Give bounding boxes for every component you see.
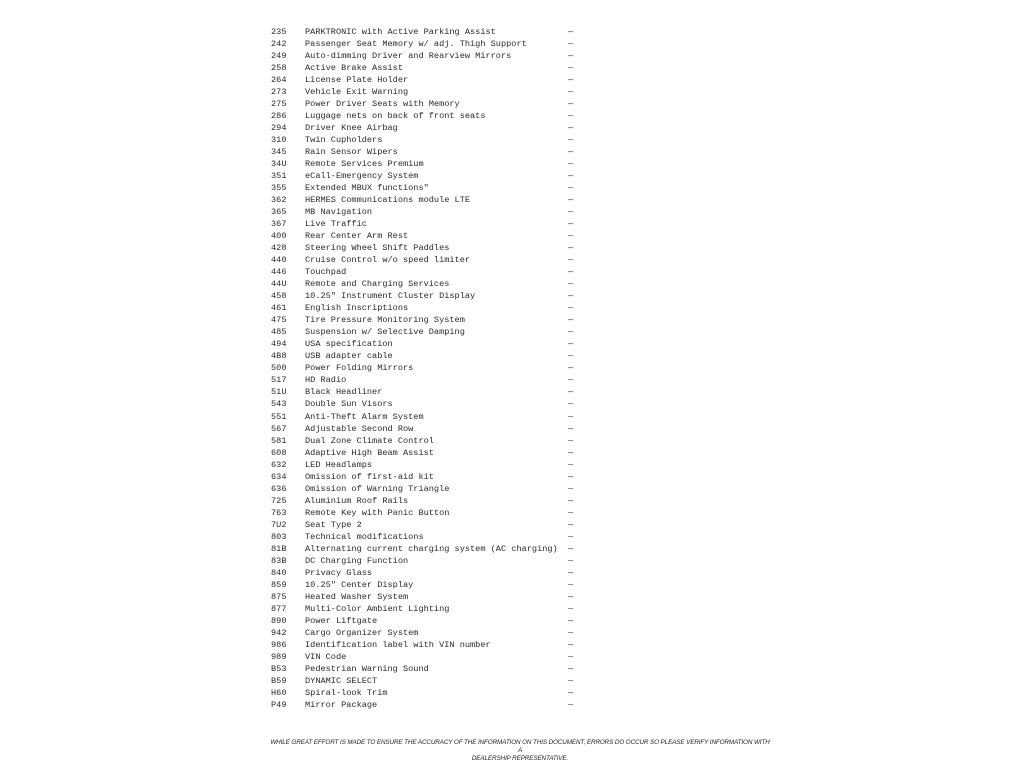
option-description: Adjustable Second Row xyxy=(305,423,414,434)
option-description: Omission of first-aid kit xyxy=(305,471,434,482)
option-description: Remote Key with Panic Button xyxy=(305,507,450,518)
option-code: 446 xyxy=(271,267,287,278)
option-price: — xyxy=(568,591,574,602)
option-price: — xyxy=(568,27,574,37)
option-code: 551 xyxy=(271,411,287,422)
option-price: — xyxy=(568,171,574,182)
option-description: LED Headlamps xyxy=(305,459,373,470)
option-price: — xyxy=(568,555,574,566)
option-code: 763 xyxy=(271,507,287,518)
option-code: 440 xyxy=(271,255,287,266)
option-price: — xyxy=(568,303,574,314)
option-description: Adaptive High Beam Assist xyxy=(305,447,434,458)
option-code: 500 xyxy=(271,363,287,374)
option-description: Extended MBUX functions" xyxy=(305,183,429,194)
option-price: — xyxy=(568,423,574,434)
option-description: Driver Knee Airbag xyxy=(305,123,398,134)
option-description: eCall-Emergency System xyxy=(305,171,419,182)
disclaimer xyxy=(270,739,770,763)
option-description: License Plate Holder xyxy=(305,75,409,86)
option-description: Cargo Organizer System xyxy=(305,627,419,638)
option-price: — xyxy=(568,675,574,686)
option-description: Seat Type 2 xyxy=(305,519,362,530)
option-price: — xyxy=(568,495,574,506)
option-description: Omission of Warning Triangle xyxy=(305,483,450,494)
option-description: USA specification xyxy=(305,339,393,350)
option-description: Alternating current charging system (AC charging) xyxy=(305,543,558,554)
option-description: 10.25" Center Display xyxy=(305,579,414,590)
option-price: — xyxy=(568,231,574,242)
option-price: — xyxy=(568,663,574,674)
option-price: — xyxy=(568,279,574,290)
option-description: PARKTRONIC with Active Parking Assist xyxy=(305,27,496,37)
option-code: 636 xyxy=(271,483,287,494)
option-description: Technical modifications xyxy=(305,531,424,542)
option-code: 875 xyxy=(271,591,287,602)
option-description: VIN Code xyxy=(305,651,347,662)
option-price: — xyxy=(568,579,574,590)
option-code: B53 xyxy=(271,663,287,674)
option-price: — xyxy=(568,435,574,446)
option-price: — xyxy=(568,123,574,134)
option-code: 485 xyxy=(271,327,287,338)
option-code: 458 xyxy=(271,291,287,302)
option-price: — xyxy=(568,159,574,170)
option-description: Live Traffic xyxy=(305,219,367,230)
option-description: 10.25" Instrument Cluster Display xyxy=(305,291,476,302)
option-code: H60 xyxy=(271,687,287,698)
option-code: 494 xyxy=(271,339,287,350)
option-price: — xyxy=(568,255,574,266)
option-code: 242 xyxy=(271,39,287,50)
option-description: MB Navigation xyxy=(305,207,373,218)
option-price: — xyxy=(568,207,574,218)
option-code: B59 xyxy=(271,675,287,686)
option-code: 81B xyxy=(271,543,287,554)
option-description: Touchpad xyxy=(305,267,347,278)
option-description: USB adapter cable xyxy=(305,351,393,362)
option-description: English Inscriptions xyxy=(305,303,409,314)
option-code: 803 xyxy=(271,531,287,542)
option-price: — xyxy=(568,339,574,350)
option-code: 567 xyxy=(271,423,287,434)
option-price: — xyxy=(568,183,574,194)
option-code: P49 xyxy=(271,699,287,710)
option-code: 608 xyxy=(271,447,287,458)
option-code: 942 xyxy=(271,627,287,638)
option-description: Privacy Glass xyxy=(305,567,373,578)
option-price: — xyxy=(568,51,574,62)
disclaimer-line-1: WHILE GREAT EFFORT IS MADE TO ENSURE THE ACCURACY OF THE INFORMATION ON THIS DOCUMENT, ERRORS DO OCCUR SO PLEASE VERIFY INFORMATION WITH A xyxy=(270,739,770,754)
option-price: — xyxy=(568,315,574,326)
option-price: — xyxy=(568,267,574,278)
option-description: Identification label with VIN number xyxy=(305,639,491,650)
option-description: Twin Cupholders xyxy=(305,135,383,146)
option-code: 428 xyxy=(271,243,287,254)
option-price: — xyxy=(568,147,574,158)
option-code: 634 xyxy=(271,471,287,482)
option-price: — xyxy=(568,483,574,494)
option-price: — xyxy=(568,111,574,122)
option-price: — xyxy=(568,699,574,710)
option-price: — xyxy=(568,687,574,698)
option-description: Rain Sensor Wipers xyxy=(305,147,398,158)
option-price: — xyxy=(568,471,574,482)
option-price: — xyxy=(568,531,574,542)
option-description: DC Charging Function xyxy=(305,555,409,566)
option-code: 355 xyxy=(271,183,287,194)
option-description: Steering Wheel Shift Paddles xyxy=(305,243,450,254)
option-code: 461 xyxy=(271,303,287,314)
option-description: DYNAMIC SELECT xyxy=(305,675,378,686)
option-price: — xyxy=(568,243,574,254)
option-description: Power Liftgate xyxy=(305,615,378,626)
option-price: — xyxy=(568,39,574,50)
option-code: 264 xyxy=(271,75,287,86)
option-code: 258 xyxy=(271,63,287,74)
option-price: — xyxy=(568,135,574,146)
option-code: 310 xyxy=(271,135,287,146)
option-code: 34U xyxy=(271,159,287,170)
option-description: Active Brake Assist xyxy=(305,63,403,74)
option-description: Tire Pressure Monitoring System xyxy=(305,315,465,326)
option-description: Heated Washer System xyxy=(305,591,409,602)
option-price: — xyxy=(568,603,574,614)
option-price: — xyxy=(568,507,574,518)
option-description: HERMES Communications module LTE xyxy=(305,195,471,206)
option-code: 840 xyxy=(271,567,287,578)
option-price: — xyxy=(568,567,574,578)
option-price: — xyxy=(568,627,574,638)
option-price: — xyxy=(568,327,574,338)
option-description: Cruise Control w/o speed limiter xyxy=(305,255,471,266)
option-price: — xyxy=(568,519,574,530)
option-price: — xyxy=(568,63,574,74)
option-code: 362 xyxy=(271,195,287,206)
option-code: 286 xyxy=(271,111,287,122)
option-price: — xyxy=(568,459,574,470)
option-description: Aluminium Roof Rails xyxy=(305,495,409,506)
option-description: Double Sun Visors xyxy=(305,399,393,410)
option-code: 890 xyxy=(271,615,287,626)
option-code: 351 xyxy=(271,171,287,182)
option-code: 44U xyxy=(271,279,287,290)
option-code: 475 xyxy=(271,315,287,326)
option-price: — xyxy=(568,543,574,554)
option-price: — xyxy=(568,639,574,650)
option-description: Rear Center Arm Rest xyxy=(305,231,409,242)
option-price: — xyxy=(568,399,574,410)
option-code: 273 xyxy=(271,87,287,98)
option-description: Spiral-look Trim xyxy=(305,687,388,698)
option-price: — xyxy=(568,291,574,302)
option-code: 543 xyxy=(271,399,287,410)
option-description: Pedestrian Warning Sound xyxy=(305,663,429,674)
option-code: 400 xyxy=(271,231,287,242)
option-code: 986 xyxy=(271,639,287,650)
option-description: Black Headliner xyxy=(305,387,383,398)
option-price: — xyxy=(568,411,574,422)
option-price: — xyxy=(568,75,574,86)
option-code: 877 xyxy=(271,603,287,614)
option-description: Mirror Package xyxy=(305,699,378,710)
option-description: Remote and Charging Services xyxy=(305,279,450,290)
option-code: 51U xyxy=(271,387,287,398)
option-code: 4B8 xyxy=(271,351,287,362)
option-code: 345 xyxy=(271,147,287,158)
option-code: 367 xyxy=(271,219,287,230)
option-code: 7U2 xyxy=(271,519,287,530)
option-code: 581 xyxy=(271,435,287,446)
option-price: — xyxy=(568,351,574,362)
option-code: 859 xyxy=(271,579,287,590)
option-code: 249 xyxy=(271,51,287,62)
option-code: 365 xyxy=(271,207,287,218)
option-price: — xyxy=(568,363,574,374)
option-code: 294 xyxy=(271,123,287,134)
option-code: 989 xyxy=(271,651,287,662)
option-code: 235 xyxy=(271,27,287,37)
option-price: — xyxy=(568,375,574,386)
option-code: 517 xyxy=(271,375,287,386)
option-description: Dual Zone Climate Control xyxy=(305,435,434,446)
option-description: Suspension w/ Selective Damping xyxy=(305,327,465,338)
option-description: Power Folding Mirrors xyxy=(305,363,414,374)
disclaimer-line-2: DEALERSHIP REPRESENTATIVE. xyxy=(471,755,569,762)
option-price: — xyxy=(568,87,574,98)
option-price: — xyxy=(568,387,574,398)
option-code: 275 xyxy=(271,99,287,110)
option-description: HD Radio xyxy=(305,375,347,386)
option-code: 725 xyxy=(271,495,287,506)
option-price: — xyxy=(568,195,574,206)
option-price: — xyxy=(568,99,574,110)
option-code: 632 xyxy=(271,459,287,470)
option-code: 83B xyxy=(271,555,287,566)
option-price: — xyxy=(568,447,574,458)
option-description: Vehicle Exit Warning xyxy=(305,87,409,98)
option-description: Multi-Color Ambient Lighting xyxy=(305,603,450,614)
option-description: Auto-dimming Driver and Rearview Mirrors xyxy=(305,51,512,62)
option-description: Passenger Seat Memory w/ adj. Thigh Support xyxy=(305,39,527,50)
option-description: Remote Services Premium xyxy=(305,159,424,170)
option-price: — xyxy=(568,651,574,662)
option-description: Power Driver Seats with Memory xyxy=(305,99,460,110)
option-description: Anti-Theft Alarm System xyxy=(305,411,424,422)
option-description: Luggage nets on back of front seats xyxy=(305,111,486,122)
option-price: — xyxy=(568,219,574,230)
option-price: — xyxy=(568,615,574,626)
